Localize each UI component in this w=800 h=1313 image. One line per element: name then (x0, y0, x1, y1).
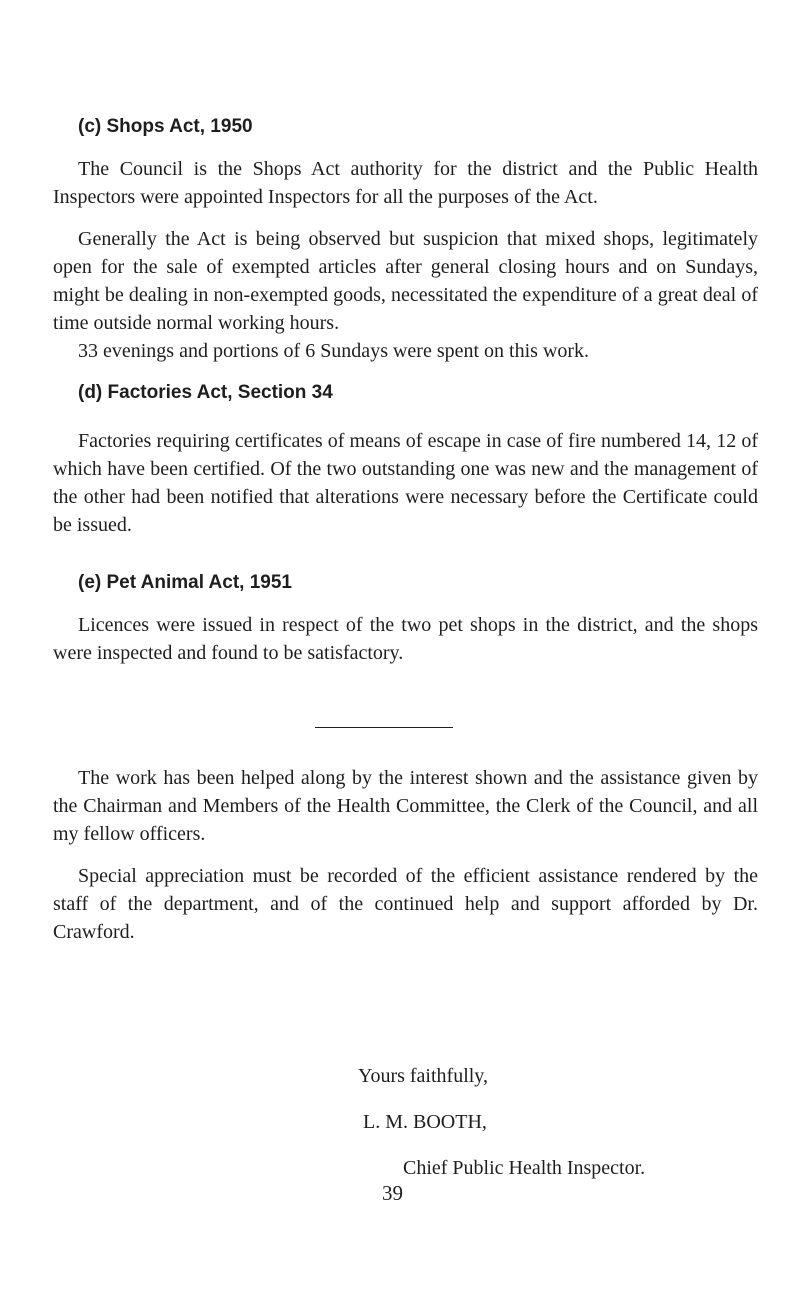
section-heading-shops-act: (c) Shops Act, 1950 (78, 116, 253, 137)
signature-closing: Yours faithfully, (358, 1065, 489, 1087)
signature-title: Chief Public Health Inspector. (403, 1157, 646, 1179)
paragraph-shops-authority: The Council is the Shops Act authority for the district and the Public Health Inspectors were appointed Inspectors for all the purposes of the Act. (53, 158, 758, 208)
paragraph-shops-observance: Generally the Act is being observed but suspicion that mixed shops, legitimately open for the sale of exempted articles after general closing hours and on Sundays, might be dealing in non-exempted goods, necessitated the expenditure of a great deal of time outside normal working hours. (53, 228, 758, 334)
page-number: 39 (382, 1181, 403, 1205)
paragraph-acknowledgement-staff: Special appreciation must be recorded of the efficient assistance rendered by the staff of the department, and of the continued help and support afforded by Dr. Crawford. (53, 865, 758, 943)
paragraph-pet-shops: Licences were issued in respect of the two pet shops in the district, and the shops were inspected and found to be satisfactory. (53, 614, 758, 664)
paragraph-shops-evenings: 33 evenings and portions of 6 Sundays were spent on this work. (78, 340, 590, 362)
paragraph-factories-certificates: Factories requiring certificates of means of escape in case of fire numbered 14, 12 of which have been certified. Of the two outstanding one was new and the management of the other had been notified that alterations were necessary before the Certificate could be issued. (53, 430, 758, 536)
paragraph-acknowledgement-committee: The work has been helped along by the interest shown and the assistance given by the Chairman and Members of the Health Committee, the Clerk of the Council, and all my fellow officers. (53, 767, 758, 845)
signature-name: L. M. BOOTH, (363, 1111, 487, 1133)
section-heading-factories-act: (d) Factories Act, Section 34 (78, 382, 333, 403)
signature-block (358, 1062, 758, 1182)
section-heading-pet-animal-act: (e) Pet Animal Act, 1951 (78, 572, 293, 593)
document-page (53, 113, 758, 1182)
